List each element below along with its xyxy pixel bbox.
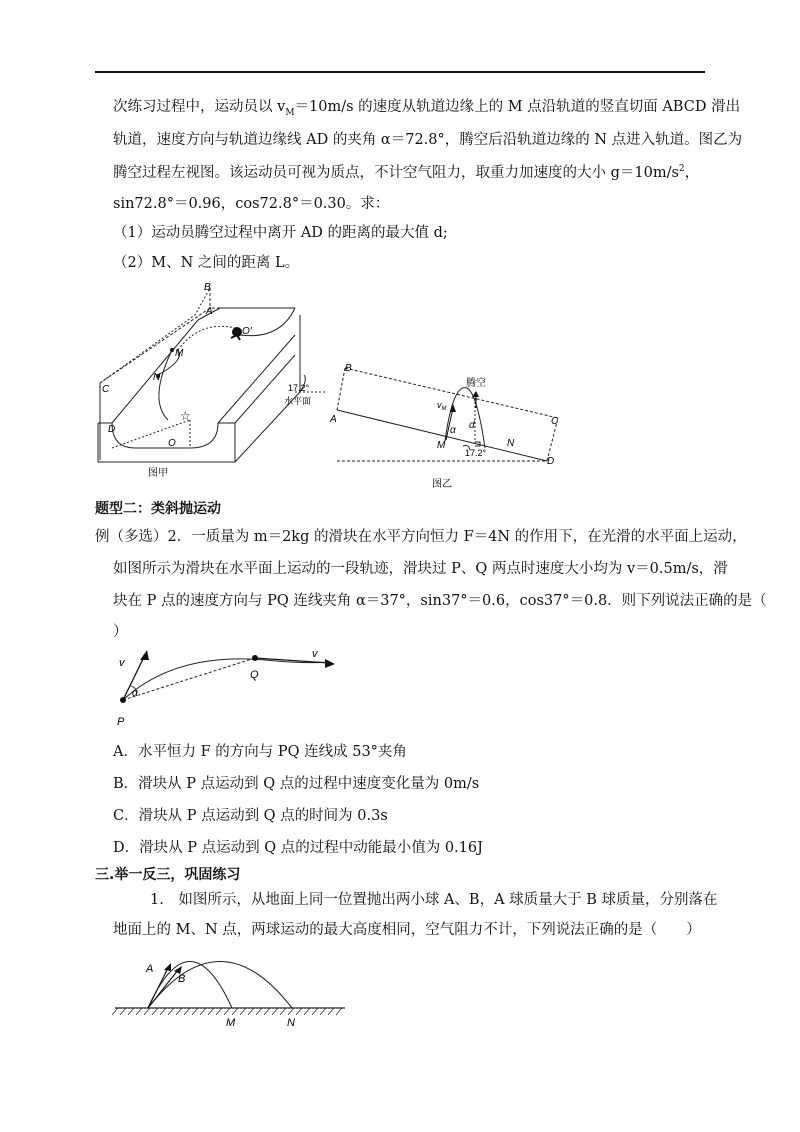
label-Q: Q — [250, 669, 259, 681]
label-N: N — [287, 1017, 295, 1029]
label-d: d — [469, 420, 475, 431]
section2-line3: 块在 P 点的速度方向与 PQ 连线夹角 α＝37°，sin37°＝0.6，cos37°＝0.8．则下列说法正确的是（ — [113, 593, 767, 609]
section2-line4: ） — [113, 624, 128, 640]
label-A: A — [330, 414, 337, 425]
problem1-line3: 腾空过程左视图。该运动员可视为质点，不计空气阻力，取重力加速度的大小 $g=10m/s^2$， — [113, 164, 700, 181]
label-alpha: α — [450, 425, 456, 436]
problem1-question-2: （2）M、N 之间的距离 L。 — [113, 255, 300, 271]
label-M: M — [226, 1017, 236, 1029]
label-B: B — [345, 363, 352, 374]
label-angle: 17.2° — [288, 383, 310, 393]
section2-line1: 例（多选）2．一质量为 m＝2kg 的滑块在水平方向恒力 F＝4N 的作用下，在光滑的水平面上运动， — [95, 529, 747, 545]
option-C: C．滑块从 P 点运动到 Q 点的时间为 0.3s — [113, 808, 388, 824]
caption-yi: 图乙 — [432, 479, 452, 490]
label-B: B — [178, 973, 186, 985]
section3-line1: 1. 如图所示，从地面上同一位置抛出两小球 A、B，A 球质量大于 B 球质量，分别落在 — [150, 892, 718, 908]
option-B: B．滑块从 P 点运动到 Q 点的过程中速度变化量为 0m/s — [113, 776, 480, 792]
caption-jia: 图甲 — [148, 468, 168, 479]
label-N: N — [153, 372, 161, 383]
label-C: C — [551, 416, 559, 427]
figure-jia — [90, 280, 330, 480]
problem1-line2: 轨道，速度方向与轨道边缘线 AD 的夹角 α＝72.8°，腾空后沿轨道边缘的 N 点进入轨道。图乙为 — [113, 132, 743, 148]
label-M: M — [175, 348, 184, 359]
label-v2: v — [312, 648, 318, 660]
star-icon: ☆ — [180, 409, 191, 423]
problem1-line1: 次练习过程中，运动员以 $v_M=10m/s$ 的速度从轨道边缘上的 M 点沿轨道的竖直切面 ABCD 滑出 — [113, 99, 741, 118]
label-horizontal: 水平面 — [284, 396, 312, 406]
label-O-prime: O' — [242, 326, 252, 337]
label-alpha: α — [132, 688, 138, 699]
section2-heading: 题型二：类斜抛运动 — [95, 501, 221, 517]
header-rule — [95, 71, 705, 73]
label-A: A — [146, 963, 154, 975]
problem1-question-1: （1）运动员腾空过程中离开 AD 的距离的最大值 d; — [113, 225, 448, 241]
figure-yi — [325, 358, 565, 493]
option-A: A．水平恒力 F 的方向与 PQ 连线成 53°夹角 — [113, 744, 407, 760]
label-vM: $v_M$ — [437, 400, 447, 412]
label-v1: v — [119, 657, 125, 669]
label-O: O — [168, 438, 176, 449]
figure-ab — [110, 940, 350, 1030]
label-angle: 17.2° — [465, 448, 487, 458]
label-B: B — [204, 282, 211, 293]
label-air: 腾空 — [466, 378, 486, 389]
label-D: D — [547, 456, 555, 467]
problem1-line4: sin72.8°＝0.96，cos72.8°＝0.30。求： — [113, 196, 390, 212]
figure-pq — [105, 640, 345, 730]
label-P: P — [117, 716, 125, 728]
label-C: C — [102, 384, 110, 395]
label-A: A — [206, 306, 213, 317]
section2-line2: 如图所示为滑块在水平面上运动的一段轨迹，滑块过 P、Q 两点时速度大小均为 v＝0.5m/s，滑 — [113, 561, 728, 577]
section3-line2: 地面上的 M、N 点，两球运动的最大高度相同，空气阻力不计，下列说法正确的是（ ） — [113, 922, 701, 938]
option-D: D．滑块从 P 点运动到 Q 点的过程中动能最小值为 0.16J — [113, 840, 483, 856]
label-D: D — [108, 424, 116, 435]
label-N: N — [507, 438, 515, 449]
section3-heading: 三.举一反三，巩固练习 — [95, 867, 241, 883]
label-M: M — [437, 440, 446, 451]
